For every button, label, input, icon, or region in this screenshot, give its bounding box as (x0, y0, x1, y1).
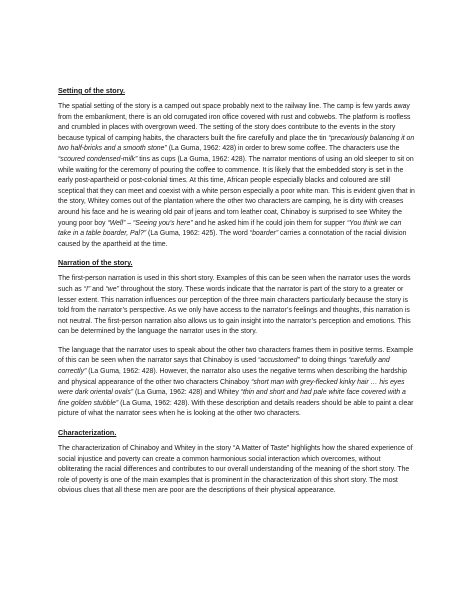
paragraph: The characterization of Chinaboy and Whitey in the story “A Matter of Taste” highlights how the shared experience of social injustice and poverty can create a common harmonious social interaction which overcomes, without obliterating the racial differences and contributes to our overall understanding of the meaning of the short story. The role of poverty is one of the main examples that is prominent in the characterization of this short story. The most obvious clues that all these men are poor are the descriptions of their physical appearance. (58, 445, 413, 495)
quotation: “carefully and correctly” (58, 357, 390, 376)
quotation: “You think we can take in a table boarder, Pal?” (58, 219, 402, 238)
paragraph: The language that the narrator uses to speak about the other two characters frames them in positive terms. Example of this can be seen when the narrator says that Chinaboy is used “accustomed” to doing things “carefully and correctly” (La Guma, 1962: 428). However, the narrator also uses the negative terms when describing the hardship and physical appearance of the other two characters Chinaboy “short man with grey-flecked kinky hair … his eyes were dark oriental ovals” (La Guma, 1962: 428) and Whitey “thin and short and had pale white face covered with a fine golden stubble” (La Guma, 1962: 428). With these description and details readers should be able to paint a clear picture of what the narrator sees when he is looking at the other two characters. (58, 346, 414, 418)
section-heading: Narration of the story. (58, 258, 133, 268)
section-heading: Setting of the story. (58, 86, 125, 95)
paragraph: The first-person narration is used in this short story. Examples of this can be seen when the narrator uses the words such as “I” and “we” throughout the story. These words indicate that the narrator is part of the story to a greater or lesser extent. This narration influences our perception of the three main characters particularly because the story is told from the narrator’s perspective. As we only have access to the narrator’s feelings and thoughts, this narration is not neutral. The first-person narration also allows us to gain insight into the narrator’s perception and emotions. This can be determined by the language the narrator uses in the story. (58, 275, 411, 336)
quotation: “short man with grey-flecked kinky hair … his eyes were dark oriental ovals” (58, 378, 405, 397)
quotation: “boarder” (249, 230, 279, 238)
quotation: “I” (83, 285, 91, 293)
quotation: “Seeing you’s here” (132, 219, 193, 227)
quotation: “we” (105, 285, 119, 293)
section-characterization (58, 428, 416, 497)
quotation: “thin and short and had pale white face covered with a fine golden stubble” (58, 389, 406, 407)
quotation: “scoured condensed-milk” (58, 155, 138, 163)
quotation: “accustomed” (257, 357, 300, 365)
quotation: “Well” (107, 219, 126, 227)
section-heading: Characterization. (58, 428, 117, 438)
paragraph: The spatial setting of the story is a camped out space probably next to the railway line. The camp is few yards away from the embankment, there is an old corrugated iron office covered with rust and cobwebs. The platform is roofless and crumbled in places with overgrown weed. The setting of the story does contribute to the events in the story because typical of camping habits, the characters built the fire carefully and place the tin “precariously balancing it on two half-bricks and a smooth stone” (La Guma, 1962: 428) in order to brew some coffee. The characters use the “scoured condensed-milk” tins as cups (La Guma, 1962: 428). The narrator mentions of using an old sleeper to sit on while waiting for the ceremony of pouring the coffee to commence. It is likely that the embedded story is set in the early post-apartheid or post-colonial times. At this time, African people especially blacks and coloured are still sceptical that they can meet and coexist with a white person especially a poor white man. This is evident given that in the story, Whitey comes out of the plantation where the other two characters are camping, he is dirty with creases around his face and he is wearing old pair of jeans and torn leather coat, Chinaboy is surprised to see Whitey the young poor boy “Well” – “Seeing you’s here” and he asked him if he could join them for supper “You think we can take in a table boarder, Pal?” (La Guma, 1962: 425). The word “boarder” carries a connotation of the racial division caused by the apartheid at the time. (58, 103, 415, 248)
quotation: “precariously balancing it on two half-bricks and a smooth stone” (58, 134, 415, 153)
section-narration (58, 258, 416, 420)
section-setting (58, 86, 416, 250)
